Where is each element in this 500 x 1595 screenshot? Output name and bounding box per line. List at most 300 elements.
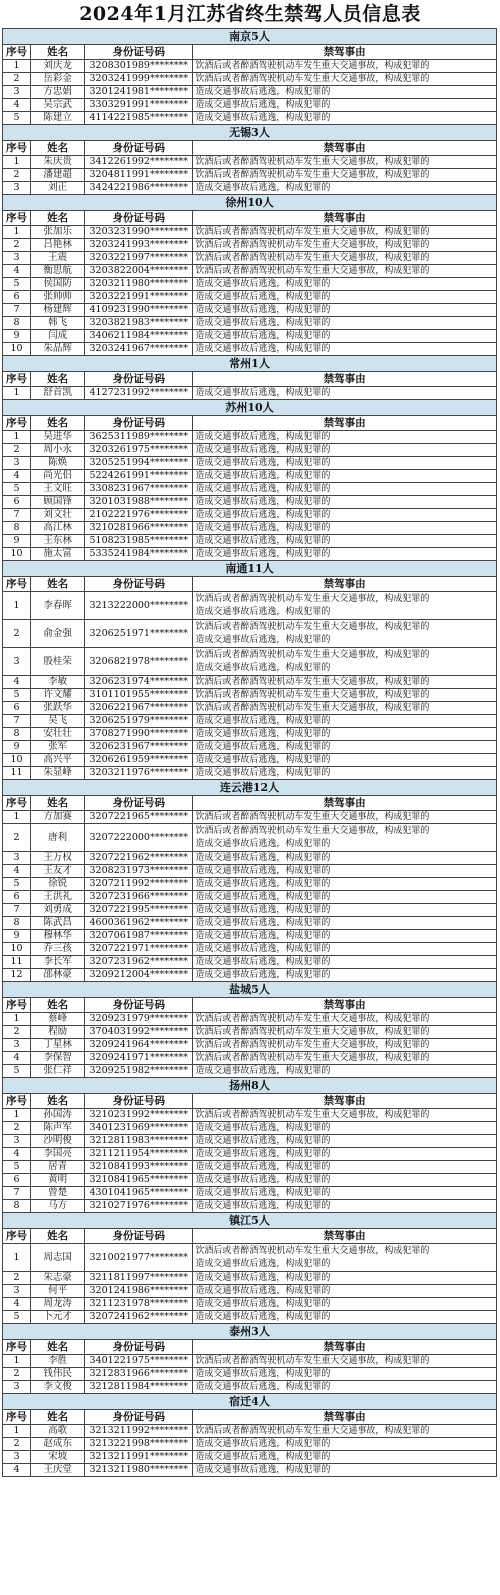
- cell-id: 5108231985********: [85, 535, 193, 548]
- cell-reason: 饮酒后或者醉酒驾驶机动车发生重大交通事故，构成犯罪的: [193, 1052, 497, 1065]
- cell-id: 3207221962********: [85, 852, 193, 865]
- col-header-reason: 禁驾事由: [193, 577, 497, 592]
- table-row: [3, 522, 497, 535]
- cell-no: 3: [3, 1381, 31, 1394]
- cell-reason: 造成交通事故后逃逸，构成犯罪的: [193, 767, 497, 780]
- cell-no: 4: [3, 265, 31, 278]
- column-header-row: [3, 416, 497, 431]
- cell-id: 3207221965********: [85, 811, 193, 824]
- city-header-row: [3, 1213, 497, 1229]
- cell-no: 2: [3, 1272, 31, 1285]
- city-header-row: [3, 1394, 497, 1410]
- col-header-reason: 禁驾事由: [193, 796, 497, 811]
- city-header-row: [3, 356, 497, 372]
- cell-no: 4: [3, 1298, 31, 1311]
- cell-no: 7: [3, 509, 31, 522]
- cell-reason: 造成交通事故后逃逸，构成犯罪的: [193, 728, 497, 741]
- table-row: [3, 930, 497, 943]
- cell-id: 3101101955********: [85, 689, 193, 702]
- city-header-row: [3, 1078, 497, 1094]
- cell-name: 张帅帅: [31, 291, 85, 304]
- table-row: [3, 878, 497, 891]
- table-row: [3, 689, 497, 702]
- cell-name: 安壮壮: [31, 728, 85, 741]
- col-header-id: 身份证号码: [85, 1340, 193, 1355]
- city-name: 连云港12人: [3, 780, 497, 796]
- table-row: [3, 343, 497, 356]
- cell-reason: 造成交通事故后逃逸，构成犯罪的: [193, 535, 497, 548]
- cell-reason: 饮酒后或者醉酒驾驶机动车发生重大交通事故，构成犯罪的: [193, 252, 497, 265]
- cell-no: 3: [3, 1451, 31, 1464]
- cell-name: 徐锐: [31, 878, 85, 891]
- cell-id: 3212831966********: [85, 1368, 193, 1381]
- col-header-no: 序号: [3, 1229, 31, 1244]
- cell-no: 7: [3, 1187, 31, 1200]
- cell-name: 张加乐: [31, 226, 85, 239]
- city-name: 徐州10人: [3, 195, 497, 211]
- city-name: 泰州3人: [3, 1324, 497, 1340]
- cell-name: 张军: [31, 741, 85, 754]
- cell-name: 邵林豪: [31, 969, 85, 982]
- cell-no: 8: [3, 317, 31, 330]
- cell-id: 2102221976********: [85, 509, 193, 522]
- city-name: 南京5人: [3, 29, 497, 45]
- col-header-id: 身份证号码: [85, 211, 193, 226]
- cell-name: 高兴平: [31, 754, 85, 767]
- cell-id: 3401221975********: [85, 1355, 193, 1368]
- cell-no: 5: [3, 1161, 31, 1174]
- cell-id: 3401231969********: [85, 1122, 193, 1135]
- cell-id: 3209241964********: [85, 1039, 193, 1052]
- cell-no: 12: [3, 969, 31, 982]
- cell-id: 3213211980********: [85, 1464, 193, 1477]
- cell-no: 1: [3, 1109, 31, 1122]
- cell-reason: 造成交通事故后逃逸，构成犯罪的: [193, 930, 497, 943]
- cell-id: 3203231990********: [85, 226, 193, 239]
- table-row: [3, 1148, 497, 1161]
- table-row: [3, 956, 497, 969]
- cell-id: 3204811991********: [85, 169, 193, 182]
- column-header-row: [3, 998, 497, 1013]
- cell-id: 4600361962********: [85, 917, 193, 930]
- cell-no: 6: [3, 1174, 31, 1187]
- cell-no: 7: [3, 304, 31, 317]
- cell-no: 8: [3, 728, 31, 741]
- city-name: 苏州10人: [3, 400, 497, 416]
- cell-name: 王万权: [31, 852, 85, 865]
- city-name: 南通11人: [3, 561, 497, 577]
- table-row: [3, 457, 497, 470]
- cell-name: 王东林: [31, 535, 85, 548]
- cell-reason: 饮酒后或者醉酒驾驶机动车发生重大交通事故，构成犯罪的: [193, 60, 497, 73]
- cell-no: 4: [3, 1148, 31, 1161]
- cell-id: 3207231962********: [85, 956, 193, 969]
- table-row: [3, 754, 497, 767]
- cell-reason: 饮酒后或者醉酒驾驶机动车发生重大交通事故，构成犯罪的: [193, 702, 497, 715]
- cell-reason: 造成交通事故后逃逸，构成犯罪的: [193, 431, 497, 444]
- cell-no: 1: [3, 156, 31, 169]
- cell-name: 宋坡: [31, 1451, 85, 1464]
- reason-line: 造成交通事故后逃逸，构成犯罪的: [195, 1258, 331, 1269]
- table-row: [3, 1381, 497, 1394]
- cell-reason: 造成交通事故后逃逸，构成犯罪的: [193, 1161, 497, 1174]
- cell-name: 李国亮: [31, 1148, 85, 1161]
- cell-name: 闫成: [31, 330, 85, 343]
- table-row: [3, 252, 497, 265]
- column-header-row: [3, 1229, 497, 1244]
- cell-no: 11: [3, 956, 31, 969]
- cell-id: 3406211984********: [85, 330, 193, 343]
- col-header-id: 身份证号码: [85, 372, 193, 387]
- cell-name: 朱志豪: [31, 1272, 85, 1285]
- cell-id: 3213222000********: [85, 592, 193, 620]
- cell-reason: 造成交通事故后逃逸，构成犯罪的: [193, 1187, 497, 1200]
- cell-name: 黄明: [31, 1174, 85, 1187]
- cell-id: 3412261992********: [85, 156, 193, 169]
- cell-name: 陈武昌: [31, 917, 85, 930]
- table-row: [3, 86, 497, 99]
- cell-name: 杨建辉: [31, 304, 85, 317]
- table-row: [3, 865, 497, 878]
- city-header-row: [3, 1324, 497, 1340]
- cell-no: 10: [3, 548, 31, 561]
- cell-name: 李长军: [31, 956, 85, 969]
- reason-line: 饮酒后或者醉酒驾驶机动车发生重大交通事故，构成犯罪的: [195, 593, 430, 604]
- cell-id: 3212811983********: [85, 1135, 193, 1148]
- cell-no: 6: [3, 702, 31, 715]
- cell-name: 陈声军: [31, 1122, 85, 1135]
- cell-id: 3203822004********: [85, 265, 193, 278]
- table-row: [3, 852, 497, 865]
- table-row: [3, 1200, 497, 1213]
- cell-no: 3: [3, 648, 31, 676]
- cell-id: 3210231992********: [85, 1109, 193, 1122]
- cell-name: 居青: [31, 1161, 85, 1174]
- cell-name: 张仁祥: [31, 1065, 85, 1078]
- cell-reason: [193, 648, 497, 676]
- cell-reason: 造成交通事故后逃逸，构成犯罪的: [193, 522, 497, 535]
- table-row: [3, 1109, 497, 1122]
- cell-reason: 造成交通事故后逃逸，构成犯罪的: [193, 470, 497, 483]
- cell-no: 1: [3, 226, 31, 239]
- col-header-name: 姓名: [31, 1410, 85, 1425]
- cell-name: 方忠娟: [31, 86, 85, 99]
- cell-no: 9: [3, 330, 31, 343]
- cell-no: 5: [3, 878, 31, 891]
- cell-reason: 造成交通事故后逃逸，构成犯罪的: [193, 343, 497, 356]
- cell-reason: 造成交通事故后逃逸，构成犯罪的: [193, 112, 497, 125]
- table-row: [3, 592, 497, 620]
- cell-id: 3424221986********: [85, 182, 193, 195]
- cell-name: 俞金强: [31, 620, 85, 648]
- cell-id: 3210021977********: [85, 1244, 193, 1272]
- table-row: [3, 278, 497, 291]
- cell-no: 2: [3, 1368, 31, 1381]
- col-header-name: 姓名: [31, 577, 85, 592]
- cell-reason: 造成交通事故后逃逸，构成犯罪的: [193, 904, 497, 917]
- cell-id: 3207061987********: [85, 930, 193, 943]
- cell-reason: [193, 592, 497, 620]
- cell-name: 何平: [31, 1285, 85, 1298]
- col-header-id: 身份证号码: [85, 416, 193, 431]
- col-header-name: 姓名: [31, 416, 85, 431]
- cell-reason: 造成交通事故后逃逸，构成犯罪的: [193, 1438, 497, 1451]
- cell-no: 3: [3, 86, 31, 99]
- col-header-reason: 禁驾事由: [193, 211, 497, 226]
- table-row: [3, 548, 497, 561]
- cell-name: 潘建超: [31, 169, 85, 182]
- column-header-row: [3, 45, 497, 60]
- cell-reason: 饮酒后或者醉酒驾驶机动车发生重大交通事故，构成犯罪的: [193, 239, 497, 252]
- col-header-no: 序号: [3, 1094, 31, 1109]
- cell-reason: 饮酒后或者醉酒驾驶机动车发生重大交通事故，构成犯罪的: [193, 689, 497, 702]
- cell-name: 唐利: [31, 824, 85, 852]
- cell-reason: 造成交通事故后逃逸，构成犯罪的: [193, 1135, 497, 1148]
- cell-id: 3210281966********: [85, 522, 193, 535]
- cell-id: 5224261991********: [85, 470, 193, 483]
- cell-no: 9: [3, 535, 31, 548]
- table-row: [3, 1187, 497, 1200]
- cell-no: 2: [3, 1122, 31, 1135]
- cell-no: 4: [3, 1464, 31, 1477]
- col-header-id: 身份证号码: [85, 796, 193, 811]
- cell-name: 吴进华: [31, 431, 85, 444]
- table-row: [3, 1298, 497, 1311]
- table-row: [3, 60, 497, 73]
- cell-id: 3207241962********: [85, 1311, 193, 1324]
- cell-id: 3203821983********: [85, 317, 193, 330]
- col-header-reason: 禁驾事由: [193, 1410, 497, 1425]
- cell-reason: 造成交通事故后逃逸，构成犯罪的: [193, 278, 497, 291]
- cell-name: 李保智: [31, 1052, 85, 1065]
- cell-no: 7: [3, 715, 31, 728]
- page-title: 2024年1月江苏省终生禁驾人员信息表: [79, 3, 421, 25]
- cell-no: 6: [3, 891, 31, 904]
- col-header-name: 姓名: [31, 211, 85, 226]
- cell-name: 马方: [31, 1200, 85, 1213]
- city-name: 常州1人: [3, 356, 497, 372]
- cell-reason: 造成交通事故后逃逸，构成犯罪的: [193, 548, 497, 561]
- cell-id: 3205251994********: [85, 457, 193, 470]
- cell-name: 顾国锋: [31, 496, 85, 509]
- cell-name: 乔三孩: [31, 943, 85, 956]
- cell-id: 3211231978********: [85, 1298, 193, 1311]
- table-row: [3, 811, 497, 824]
- cell-reason: 造成交通事故后逃逸，构成犯罪的: [193, 304, 497, 317]
- cell-no: 1: [3, 592, 31, 620]
- cell-name: 高江林: [31, 522, 85, 535]
- cell-id: 3201031988********: [85, 496, 193, 509]
- table-row: [3, 1065, 497, 1078]
- cell-id: 3213211992********: [85, 1425, 193, 1438]
- table-row: [3, 304, 497, 317]
- reason-line: 造成交通事故后逃逸，构成犯罪的: [195, 662, 331, 673]
- table-row: [3, 1311, 497, 1324]
- city-name: 宿迁4人: [3, 1394, 497, 1410]
- table-row: [3, 496, 497, 509]
- table-row: [3, 226, 497, 239]
- table-row: [3, 620, 497, 648]
- col-header-name: 姓名: [31, 141, 85, 156]
- cell-reason: 造成交通事故后逃逸，构成犯罪的: [193, 291, 497, 304]
- cell-name: 李胜: [31, 1355, 85, 1368]
- cell-no: 3: [3, 252, 31, 265]
- table-row: [3, 969, 497, 982]
- cell-reason: 造成交通事故后逃逸，构成犯罪的: [193, 1272, 497, 1285]
- cell-id: 3625311989********: [85, 431, 193, 444]
- cell-id: 3203221991********: [85, 291, 193, 304]
- cell-reason: 造成交通事故后逃逸，构成犯罪的: [193, 330, 497, 343]
- cell-no: 2: [3, 824, 31, 852]
- cell-reason: 造成交通事故后逃逸，构成犯罪的: [193, 865, 497, 878]
- cell-no: 8: [3, 522, 31, 535]
- table-row: [3, 291, 497, 304]
- cell-name: 王友才: [31, 865, 85, 878]
- col-header-id: 身份证号码: [85, 577, 193, 592]
- cell-no: 4: [3, 676, 31, 689]
- cell-no: 2: [3, 444, 31, 457]
- table-row: [3, 1026, 497, 1039]
- cell-id: 3208301989********: [85, 60, 193, 73]
- cell-id: 3211211954********: [85, 1148, 193, 1161]
- cell-no: 2: [3, 169, 31, 182]
- cell-name: 吕艳林: [31, 239, 85, 252]
- cell-name: 李文俊: [31, 1381, 85, 1394]
- cell-id: 3210841965********: [85, 1174, 193, 1187]
- cell-name: 丁星林: [31, 1039, 85, 1052]
- cell-reason: 造成交通事故后逃逸，构成犯罪的: [193, 1122, 497, 1135]
- cell-no: 5: [3, 1311, 31, 1324]
- cell-id: 3210841993********: [85, 1161, 193, 1174]
- col-header-no: 序号: [3, 1410, 31, 1425]
- cell-no: 11: [3, 767, 31, 780]
- table-row: [3, 891, 497, 904]
- cell-no: 1: [3, 387, 31, 400]
- cell-no: 5: [3, 483, 31, 496]
- cell-name: 李春晖: [31, 592, 85, 620]
- cell-no: 2: [3, 1026, 31, 1039]
- cell-reason: 饮酒后或者醉酒驾驶机动车发生重大交通事故，构成犯罪的: [193, 226, 497, 239]
- table-row: [3, 239, 497, 252]
- table-row: [3, 431, 497, 444]
- reason-line: 造成交通事故后逃逸，构成犯罪的: [195, 606, 331, 617]
- city-header-row: [3, 125, 497, 141]
- reason-line: 饮酒后或者醉酒驾驶机动车发生重大交通事故，构成犯罪的: [195, 1245, 430, 1256]
- cell-reason: 饮酒后或者醉酒驾驶机动车发生重大交通事故，构成犯罪的: [193, 169, 497, 182]
- column-header-row: [3, 577, 497, 592]
- col-header-no: 序号: [3, 141, 31, 156]
- cell-reason: [193, 824, 497, 852]
- table-row: [3, 169, 497, 182]
- cell-no: 4: [3, 470, 31, 483]
- city-header-row: [3, 982, 497, 998]
- cell-name: 孙国涛: [31, 1109, 85, 1122]
- cell-name: 张跃华: [31, 702, 85, 715]
- cell-no: 6: [3, 291, 31, 304]
- cell-no: 4: [3, 1052, 31, 1065]
- cell-reason: 饮酒后或者醉酒驾驶机动车发生重大交通事故，构成犯罪的: [193, 676, 497, 689]
- table-row: [3, 648, 497, 676]
- cell-name: 王文旺: [31, 483, 85, 496]
- table-row: [3, 1368, 497, 1381]
- cell-no: 5: [3, 278, 31, 291]
- table-row: [3, 1122, 497, 1135]
- table-row: [3, 1285, 497, 1298]
- cell-name: 穆林华: [31, 930, 85, 943]
- cell-name: 周小永: [31, 444, 85, 457]
- cell-id: 3207222000********: [85, 824, 193, 852]
- col-header-no: 序号: [3, 372, 31, 387]
- cell-name: 陈建立: [31, 112, 85, 125]
- cell-reason: 造成交通事故后逃逸，构成犯罪的: [193, 891, 497, 904]
- cell-no: 1: [3, 431, 31, 444]
- cell-reason: 造成交通事故后逃逸，构成犯罪的: [193, 1464, 497, 1477]
- ban-table: [2, 28, 497, 1477]
- cell-name: 衡思航: [31, 265, 85, 278]
- col-header-no: 序号: [3, 416, 31, 431]
- cell-reason: 造成交通事故后逃逸，构成犯罪的: [193, 969, 497, 982]
- cell-id: 3207221971********: [85, 943, 193, 956]
- cell-id: 3211811997********: [85, 1272, 193, 1285]
- column-header-row: [3, 796, 497, 811]
- col-header-name: 姓名: [31, 372, 85, 387]
- col-header-reason: 禁驾事由: [193, 998, 497, 1013]
- cell-no: 1: [3, 1425, 31, 1438]
- cell-no: 9: [3, 741, 31, 754]
- cell-id: 3213211991********: [85, 1451, 193, 1464]
- cell-name: 刘正: [31, 182, 85, 195]
- cell-id: 4114221985********: [85, 112, 193, 125]
- cell-reason: 饮酒后或者醉酒驾驶机动车发生重大交通事故，构成犯罪的: [193, 1039, 497, 1052]
- cell-no: 4: [3, 99, 31, 112]
- cell-name: 陈焕: [31, 457, 85, 470]
- col-header-name: 姓名: [31, 45, 85, 60]
- cell-id: 3206261959********: [85, 754, 193, 767]
- col-header-no: 序号: [3, 45, 31, 60]
- cell-name: 程励: [31, 1026, 85, 1039]
- table-row: [3, 702, 497, 715]
- column-header-row: [3, 372, 497, 387]
- table-row: [3, 1464, 497, 1477]
- city-name: 扬州8人: [3, 1078, 497, 1094]
- cell-no: 2: [3, 1438, 31, 1451]
- col-header-reason: 禁驾事由: [193, 1094, 497, 1109]
- cell-no: 1: [3, 811, 31, 824]
- table-row: [3, 1161, 497, 1174]
- cell-name: 岳彩金: [31, 73, 85, 86]
- cell-name: 王庆堂: [31, 1464, 85, 1477]
- table-row: [3, 1135, 497, 1148]
- cell-reason: 造成交通事故后逃逸，构成犯罪的: [193, 444, 497, 457]
- cell-reason: [193, 620, 497, 648]
- cell-name: 刘勇成: [31, 904, 85, 917]
- cell-id: 3206251979********: [85, 715, 193, 728]
- col-header-no: 序号: [3, 796, 31, 811]
- cell-id: 3203241967********: [85, 343, 193, 356]
- table-row: [3, 1052, 497, 1065]
- cell-name: 蔡峰: [31, 1013, 85, 1026]
- cell-id: 3206231967********: [85, 741, 193, 754]
- cell-reason: 饮酒后或者醉酒驾驶机动车发生重大交通事故，构成犯罪的: [193, 1013, 497, 1026]
- cell-no: 2: [3, 239, 31, 252]
- cell-name: 吴飞: [31, 715, 85, 728]
- city-header-row: [3, 29, 497, 45]
- cell-name: 侯国防: [31, 278, 85, 291]
- cell-id: 3203241999********: [85, 73, 193, 86]
- table-row: [3, 444, 497, 457]
- cell-reason: 造成交通事故后逃逸，构成犯罪的: [193, 715, 497, 728]
- cell-name: 朱庆贵: [31, 156, 85, 169]
